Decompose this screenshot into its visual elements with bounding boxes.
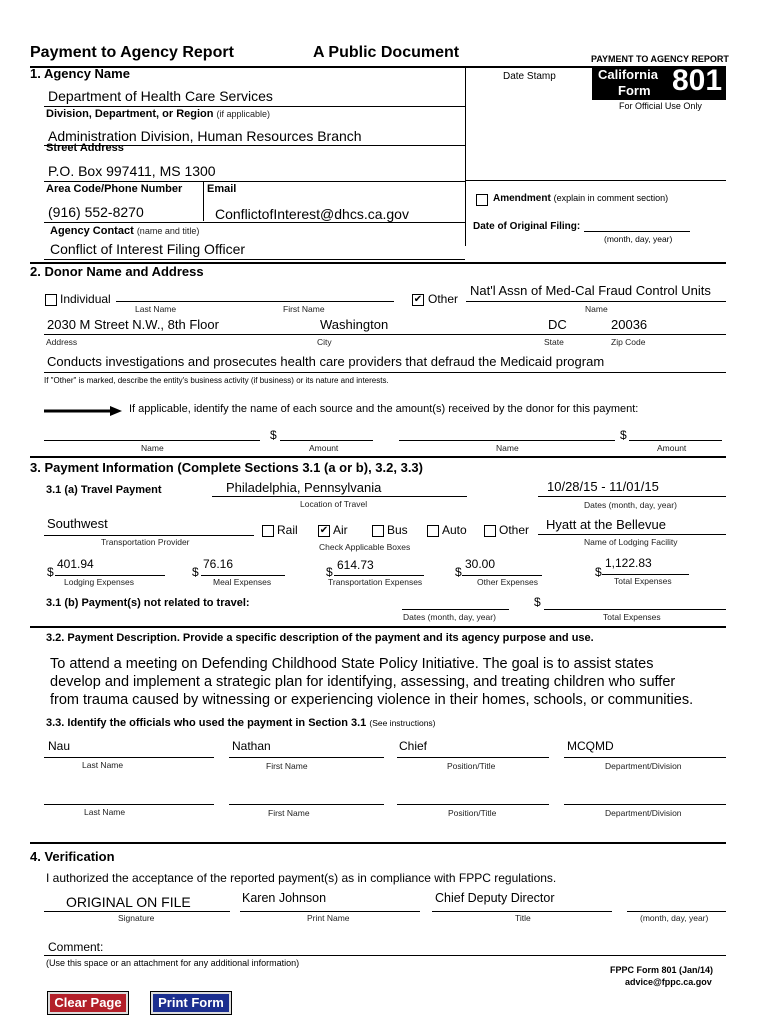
original-filing-hint: (month, day, year) xyxy=(604,234,673,244)
lodging-expense-value[interactable]: 401.94 xyxy=(57,557,94,571)
payment-description-line-2[interactable]: develop and implement a strategic plan for identifying, assessing, and treating children who suffer xyxy=(50,674,676,690)
section-3-heading: 3. Payment Information (Complete Sections 3.1 (a or b), 3.2, 3.3) xyxy=(30,460,423,475)
division-value[interactable]: Administration Division, Human Resources Branch xyxy=(48,128,362,144)
other-expense-label: Other Expenses xyxy=(477,577,538,587)
signature-label: Signature xyxy=(118,913,155,923)
zip-label: Zip Code xyxy=(611,337,646,347)
other-label: Other xyxy=(428,292,459,306)
phone-label: Area Code/Phone Number xyxy=(46,183,183,195)
official-position[interactable]: Chief xyxy=(399,739,428,753)
form-number: 801 xyxy=(672,64,723,97)
official-2-dept-label: Department/Division xyxy=(605,808,682,818)
payment-description-line-3[interactable]: from trauma caused by witnessing or experiencing violence in their homes, schools, or communities. xyxy=(50,692,694,708)
street-address-label: Street Address xyxy=(46,142,124,154)
auto-label: Auto xyxy=(442,523,467,537)
arrow-right-icon xyxy=(44,404,122,416)
official-2-position-label: Position/Title xyxy=(448,808,497,818)
donor-address-value[interactable]: 2030 M Street N.W., 8th Floor xyxy=(47,317,219,332)
section-4-heading: 4. Verification xyxy=(30,849,115,864)
donor-activity-value[interactable]: Conducts investigations and prosecutes health care providers that defraud the Medicaid program xyxy=(47,354,605,369)
other-checkbox-checked[interactable]: ✔ xyxy=(413,294,423,305)
not-travel-total-label: Total Expenses xyxy=(603,612,661,622)
clear-page-button[interactable]: Clear Page xyxy=(47,991,129,1015)
print-form-button[interactable]: Print Form xyxy=(150,991,232,1015)
amendment-checkbox[interactable] xyxy=(476,194,488,206)
city-label: City xyxy=(317,337,332,347)
official-1-position-label: Position/Title xyxy=(447,761,496,771)
source2-name-label: Name xyxy=(496,443,519,453)
air-checkbox-checked[interactable]: ✔ xyxy=(319,525,329,536)
official-1-dept-label: Department/Division xyxy=(605,761,682,771)
total-expense-label: Total Expenses xyxy=(614,576,672,586)
source1-amount-label: Amount xyxy=(309,443,339,453)
meal-expense-label: Meal Expenses xyxy=(213,577,272,587)
source2-amount-label: Amount xyxy=(657,443,687,453)
date-stamp-label: Date Stamp xyxy=(503,71,556,82)
air-label: Air xyxy=(333,523,348,537)
california-label: California xyxy=(598,67,658,82)
email-value[interactable]: ConflictofInterest@dhcs.ca.gov xyxy=(215,206,409,222)
official-2-first-label: First Name xyxy=(268,808,310,818)
donor-name-label: Name xyxy=(585,304,608,314)
agency-contact-value[interactable]: Conflict of Interest Filing Officer xyxy=(50,241,246,257)
small-form-title: PAYMENT TO AGENCY REPORT xyxy=(591,54,729,64)
not-travel-dates-label: Dates (month, day, year) xyxy=(403,612,496,622)
print-name-value[interactable]: Karen Johnson xyxy=(242,891,327,905)
transport-dollar: $ xyxy=(326,565,333,579)
division-label: Division, Department, or Region (if applicable) xyxy=(46,108,271,120)
total-expense-value[interactable]: 1,122.83 xyxy=(605,556,652,570)
form-id: FPPC Form 801 (Jan/14) xyxy=(610,965,714,975)
rail-label: Rail xyxy=(277,523,298,537)
lodging-facility-value[interactable]: Hyatt at the Bellevue xyxy=(546,517,666,532)
source1-dollar: $ xyxy=(270,428,277,442)
individual-label: Individual xyxy=(60,292,111,306)
donor-last-name-label: Last Name xyxy=(135,304,177,314)
bus-label: Bus xyxy=(387,523,408,537)
not-travel-label: 3.1 (b) Payment(s) not related to travel: xyxy=(46,597,250,609)
other-expense-dollar: $ xyxy=(455,565,462,579)
email-label: Email xyxy=(207,183,237,195)
donor-first-name-label: First Name xyxy=(283,304,325,314)
official-1-last-label: Last Name xyxy=(82,760,124,770)
lodging-dollar: $ xyxy=(47,565,54,579)
travel-payment-label: 3.1 (a) Travel Payment xyxy=(46,484,162,496)
form-word: Form xyxy=(618,83,651,98)
lodging-facility-label: Name of Lodging Facility xyxy=(584,537,678,547)
comment-label: Comment: xyxy=(48,940,104,954)
bus-checkbox[interactable] xyxy=(372,525,384,537)
travel-location-value[interactable]: Philadelphia, Pennsylvania xyxy=(226,480,382,495)
donor-state-value[interactable]: DC xyxy=(548,317,567,332)
source1-name-label: Name xyxy=(141,443,164,453)
travel-dates-value[interactable]: 10/28/15 - 11/01/15 xyxy=(547,479,659,494)
official-last-name[interactable]: Nau xyxy=(48,739,71,753)
official-2-last-label: Last Name xyxy=(84,807,126,817)
amendment-label: Amendment (explain in comment section) xyxy=(493,193,669,204)
donor-org-name[interactable]: Nat'l Assn of Med-Cal Fraud Control Units xyxy=(470,283,711,298)
official-1-first-label: First Name xyxy=(266,761,308,771)
meal-dollar: $ xyxy=(192,565,199,579)
section-2-heading: 2. Donor Name and Address xyxy=(30,264,204,279)
transport-provider-label: Transportation Provider xyxy=(101,537,190,547)
address-label: Address xyxy=(46,337,78,347)
transport-expense-value[interactable]: 614.73 xyxy=(337,558,374,572)
travel-location-label: Location of Travel xyxy=(300,499,368,509)
individual-checkbox[interactable] xyxy=(45,294,57,306)
fppc-email: advice@fppc.ca.gov xyxy=(625,977,712,987)
lodging-expense-label: Lodging Expenses xyxy=(64,577,134,587)
officials-heading: 3.3. Identify the officials who used the payment in Section 3.1 (See instructions) xyxy=(46,717,436,729)
transport-expense-label: Transportation Expenses xyxy=(328,577,423,587)
street-address-value[interactable]: P.O. Box 997411, MS 1300 xyxy=(48,163,216,179)
rail-checkbox[interactable] xyxy=(262,525,274,537)
form-title: Payment to Agency Report xyxy=(30,44,234,61)
transport-provider-value[interactable]: Southwest xyxy=(47,516,108,531)
comment-hint: (Use this space or an attachment for any additional information) xyxy=(46,958,300,968)
official-first-name[interactable]: Nathan xyxy=(232,739,271,753)
agency-contact-label: Agency Contact (name and title) xyxy=(50,225,200,237)
donor-city-value[interactable]: Washington xyxy=(320,317,389,332)
payment-description-heading: 3.2. Payment Description. Provide a specific description of the payment and its agency purpose and use. xyxy=(46,632,594,644)
activity-hint: If "Other" is marked, describe the entity's business activity (if business) or its nature and interests. xyxy=(44,376,389,385)
other-transport-label: Other xyxy=(499,523,530,537)
meal-expense-value[interactable]: 76.16 xyxy=(203,557,234,571)
auto-checkbox[interactable] xyxy=(427,525,439,537)
state-label: State xyxy=(544,337,564,347)
source2-dollar: $ xyxy=(620,428,627,442)
title-value[interactable]: Chief Deputy Director xyxy=(435,891,555,905)
donor-zip-value[interactable]: 20036 xyxy=(611,317,648,332)
check-boxes-label: Check Applicable Boxes xyxy=(319,542,411,552)
source-instruction: If applicable, identify the name of each source and the amount(s) received by the donor for this payment: xyxy=(129,403,639,415)
section-1-heading: 1. Agency Name xyxy=(30,66,130,81)
travel-dates-label: Dates (month, day, year) xyxy=(584,500,677,510)
agency-name-value[interactable]: Department of Health Care Services xyxy=(48,88,273,104)
verification-statement: I authorized the acceptance of the reported payment(s) as in compliance with FPPC regulations. xyxy=(46,871,557,885)
other-transport-checkbox[interactable] xyxy=(484,525,496,537)
official-department[interactable]: MCQMD xyxy=(567,739,614,753)
original-filing-label: Date of Original Filing: xyxy=(473,221,581,232)
other-expense-value[interactable]: 30.00 xyxy=(465,557,496,571)
phone-value[interactable]: (916) 552-8270 xyxy=(48,204,144,220)
public-document-label: A Public Document xyxy=(313,44,460,61)
signature-value[interactable]: ORIGINAL ON FILE xyxy=(66,894,191,910)
verification-date-label: (month, day, year) xyxy=(640,913,709,923)
title-label: Title xyxy=(515,913,531,923)
total-dollar: $ xyxy=(595,565,602,579)
not-travel-dollar: $ xyxy=(534,595,541,609)
form-number-badge xyxy=(592,66,726,100)
official-use-label: For Official Use Only xyxy=(619,101,702,111)
payment-description-line-1[interactable]: To attend a meeting on Defending Childhood State Policy Initiative. The goal is to assist states xyxy=(50,656,654,672)
print-name-label: Print Name xyxy=(307,913,350,923)
